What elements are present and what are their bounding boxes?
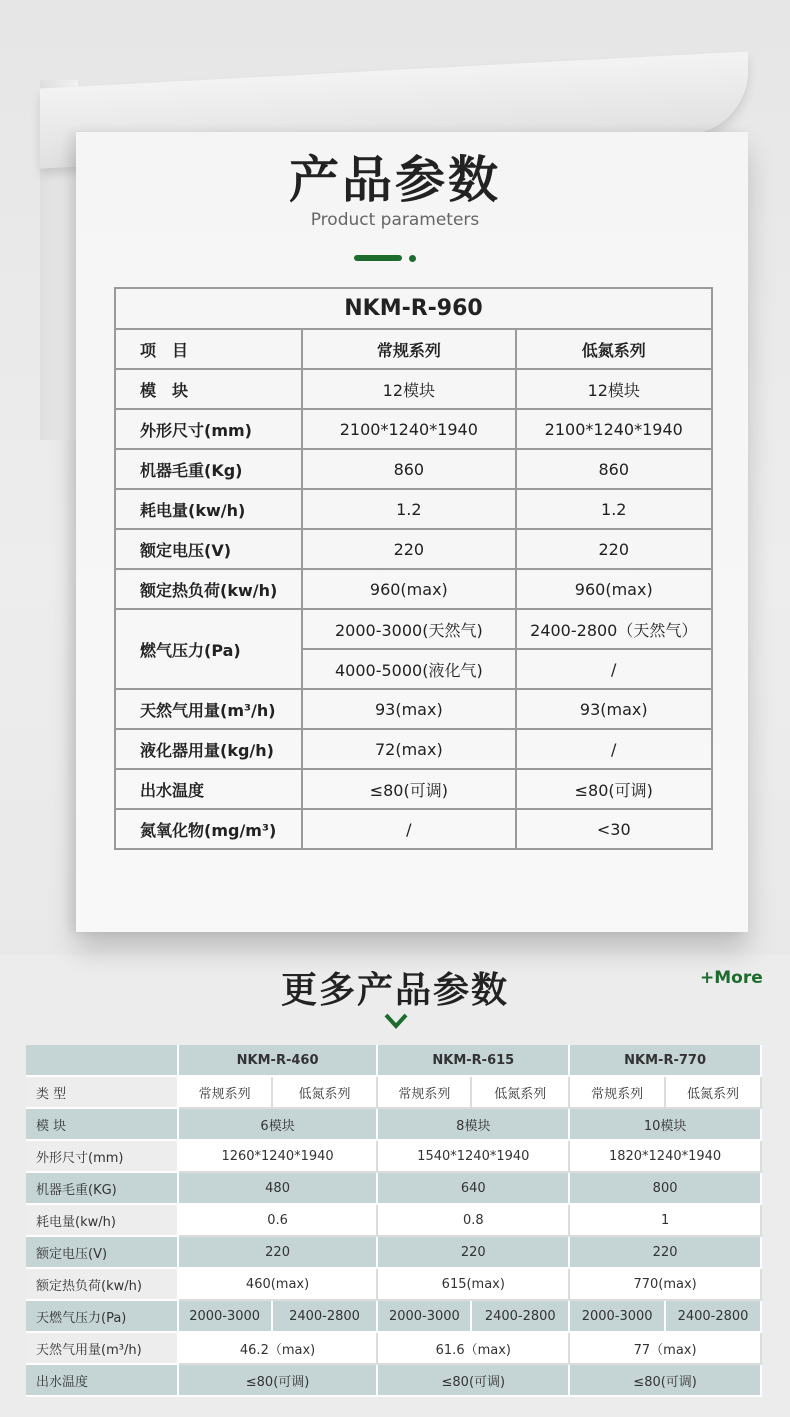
model-name: NKM-R-960 [115,288,712,329]
row-value: 480 [178,1172,378,1204]
row-value: 770(max) [569,1268,761,1300]
corner-cell [26,1045,178,1076]
series-cell: 常规系列 [178,1076,272,1108]
column-header-standard: 常规系列 [302,329,515,369]
row-value: ≤80(可调) [377,1364,569,1396]
row-value: 10模块 [569,1108,761,1140]
row-label: 额定电压(V) [115,529,302,569]
row-value: 220 [178,1236,378,1268]
row-value: / [302,809,515,849]
model-header: NKM-R-770 [569,1045,761,1076]
row-label: 燃气压力(Pa) [115,609,302,689]
row-label: 外形尺寸(mm) [115,409,302,449]
row-value: 93(max) [516,689,713,729]
row-label: 天然气用量(m³/h) [26,1332,178,1364]
row-value: 220 [516,529,713,569]
row-value: <30 [516,809,713,849]
row-value: 615(max) [377,1268,569,1300]
more-section-title: 更多产品参数 [280,970,509,1011]
row-label: 出水温度 [115,769,302,809]
row-value: 2400-2800（天然气） [516,609,713,649]
row-value: 4000-5000(液化气) [302,649,515,689]
row-value: 960(max) [516,569,713,609]
column-header-low-nox: 低氮系列 [516,329,713,369]
model-header: NKM-R-615 [377,1045,569,1076]
pressure-value: 2400-2800 [665,1300,761,1332]
row-value: 1.2 [302,489,515,529]
row-value: 1.2 [516,489,713,529]
pressure-value: 2000-3000 [178,1300,272,1332]
row-value: 220 [377,1236,569,1268]
row-value: 0.6 [178,1204,378,1236]
row-label: 氮氧化物(mg/m³) [115,809,302,849]
row-label: 额定热负荷(kw/h) [115,569,302,609]
page-title: 产品参数 [289,151,501,209]
pressure-value: 2400-2800 [471,1300,569,1332]
row-value: 800 [569,1172,761,1204]
row-value: 2100*1240*1940 [516,409,713,449]
row-value: 860 [516,449,713,489]
more-spec-table [26,1045,762,1397]
row-value: 0.8 [377,1204,569,1236]
row-label: 机器毛重(Kg) [115,449,302,489]
series-cell: 低氮系列 [471,1076,569,1108]
pressure-value: 2000-3000 [377,1300,471,1332]
row-value: 960(max) [302,569,515,609]
row-label: 液化器用量(kg/h) [115,729,302,769]
row-value: 72(max) [302,729,515,769]
row-value: / [516,729,713,769]
more-link[interactable]: +More [700,968,763,988]
row-label: 出水温度 [26,1364,178,1396]
row-label: 机器毛重(KG) [26,1172,178,1204]
series-cell: 常规系列 [377,1076,471,1108]
chevron-down-icon [384,1012,408,1030]
page-subtitle: Product parameters [310,210,480,230]
model-header: NKM-R-460 [178,1045,378,1076]
row-value: 77（max) [569,1332,761,1364]
row-value: / [516,649,713,689]
row-value: 460(max) [178,1268,378,1300]
row-label: 类 型 [26,1076,178,1108]
row-value: 8模块 [377,1108,569,1140]
row-value: ≤80(可调) [516,769,713,809]
row-value: 12模块 [302,369,515,409]
pressure-value: 2000-3000 [569,1300,665,1332]
column-header-item: 项 目 [115,329,302,369]
row-label: 耗电量(kw/h) [115,489,302,529]
row-label: 天燃气压力(Pa) [26,1300,178,1332]
row-value: 46.2（max) [178,1332,378,1364]
row-value: 12模块 [516,369,713,409]
row-label: 耗电量(kw/h) [26,1204,178,1236]
row-value: 640 [377,1172,569,1204]
row-label: 模 块 [26,1108,178,1140]
row-label: 额定电压(V) [26,1236,178,1268]
title-underline-dot [409,255,416,262]
row-value: 1820*1240*1940 [569,1140,761,1172]
row-value: 61.6（max) [377,1332,569,1364]
row-value: 220 [569,1236,761,1268]
row-value: 860 [302,449,515,489]
row-value: ≤80(可调) [178,1364,378,1396]
row-value: ≤80(可调) [302,769,515,809]
main-spec-table [114,287,713,850]
row-value: 2100*1240*1940 [302,409,515,449]
row-value: 1260*1240*1940 [178,1140,378,1172]
row-value: 1 [569,1204,761,1236]
row-value: 6模块 [178,1108,378,1140]
pressure-value: 2400-2800 [272,1300,378,1332]
series-cell: 常规系列 [569,1076,665,1108]
row-label: 额定热负荷(kw/h) [26,1268,178,1300]
row-label: 模 块 [115,369,302,409]
row-value: 2000-3000(天然气) [302,609,515,649]
row-value: ≤80(可调) [569,1364,761,1396]
row-value: 220 [302,529,515,569]
row-value: 93(max) [302,689,515,729]
series-cell: 低氮系列 [665,1076,761,1108]
title-underline-dash [354,255,402,261]
row-label: 外形尺寸(mm) [26,1140,178,1172]
series-cell: 低氮系列 [272,1076,378,1108]
row-value: 1540*1240*1940 [377,1140,569,1172]
row-label: 天然气用量(m³/h) [115,689,302,729]
